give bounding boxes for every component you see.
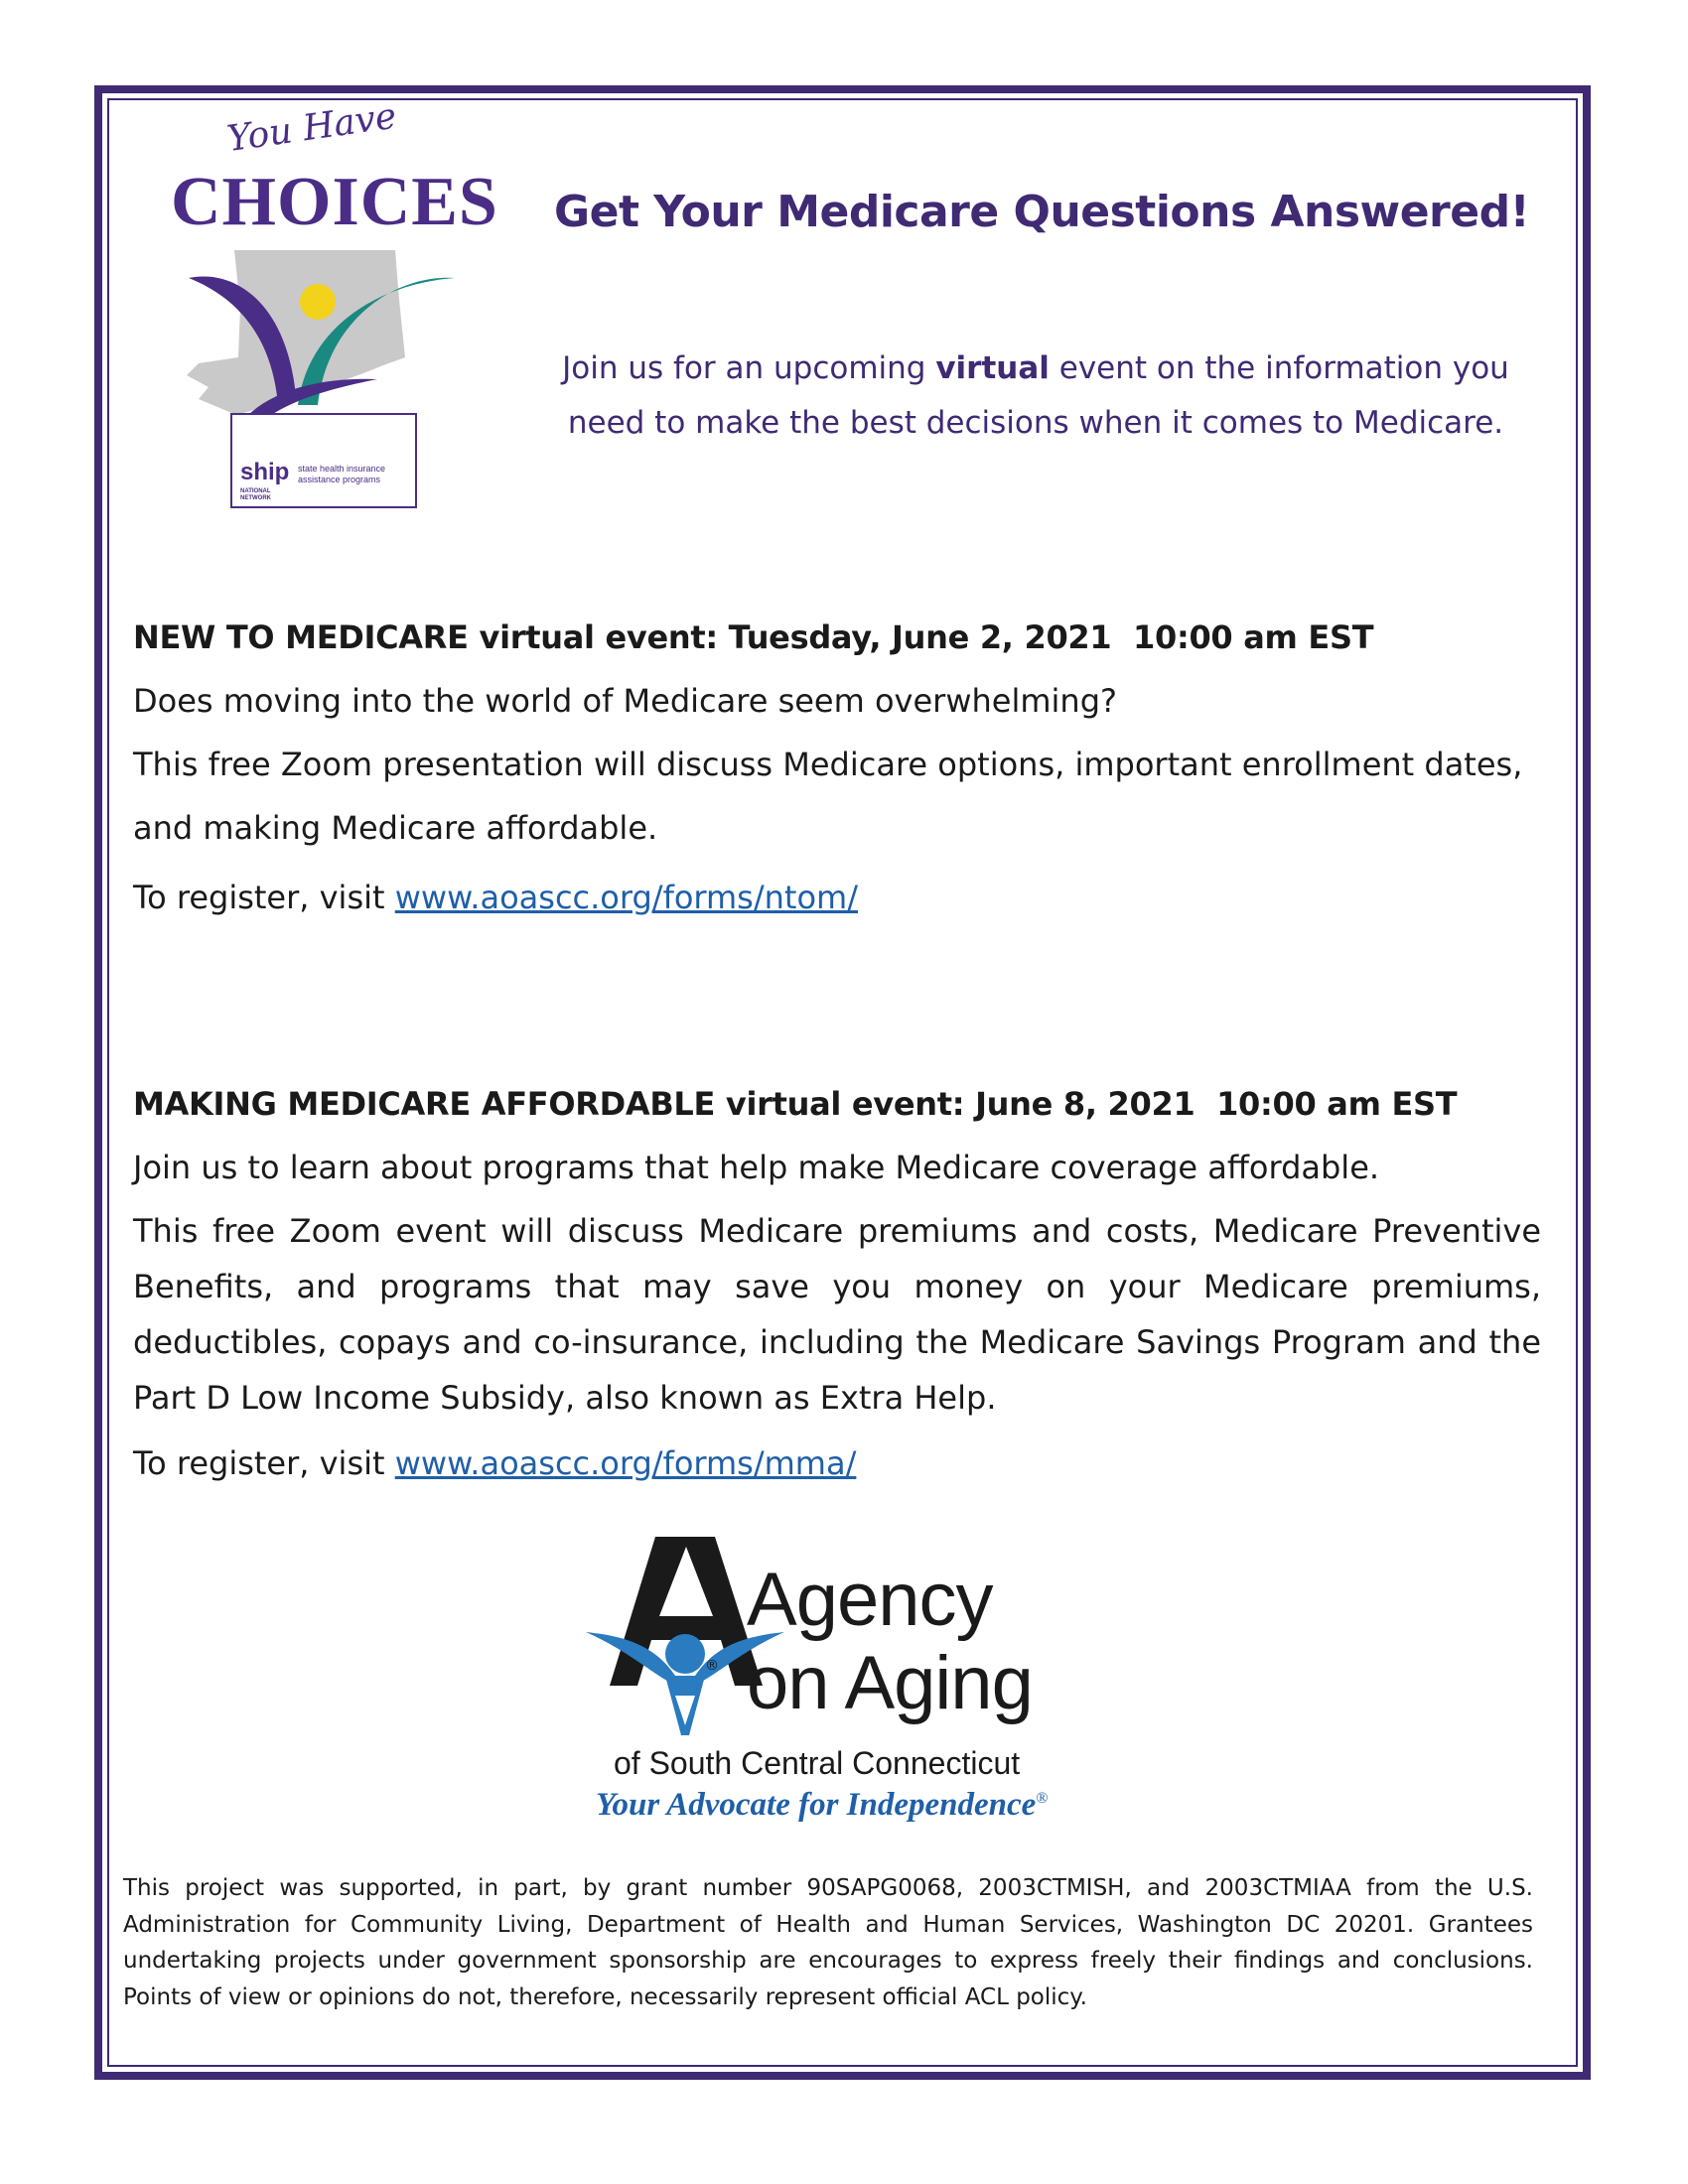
ship-network-badge xyxy=(230,413,417,508)
register-label: To register, visit xyxy=(133,879,395,916)
logo-title: CHOICES xyxy=(171,164,498,240)
blue-figure-body xyxy=(665,1676,705,1735)
register-line xyxy=(133,866,1553,929)
ship-network-line-1: NATIONAL xyxy=(240,488,271,494)
ship-subtitle-line-1: state health insurance xyxy=(298,464,386,474)
ship-network-line-2: NETWORK xyxy=(240,495,271,501)
grant-disclaimer: This project was supported, in part, by grant number 90SAPG0068, 2003CTMISH, and 2003CTMIAA from the U.S. Administration for Community Living, Department of Health and Human Services, Washington DC 20201. Grantees undertaking projects under government sponsorship are encourages to express freely their findings and conclusions. Points of view or opinions do not, therefore, necessarily represent official ACL policy. xyxy=(123,1875,1533,2010)
registered-mark: ® xyxy=(705,1658,719,1674)
agency-subtitle: of South Central Connecticut xyxy=(614,1745,1021,1781)
blue-figure-head xyxy=(665,1634,705,1674)
intro-text-bold: virtual xyxy=(935,350,1050,386)
register-link-mma[interactable]: www.aoascc.org/forms/mma/ xyxy=(394,1444,857,1482)
event-section-making-medicare-affordable xyxy=(133,1072,1553,1495)
on-aging-word: on Aging xyxy=(747,1641,1033,1725)
ship-subtitle-line-2: assistance programs xyxy=(298,475,381,484)
ship-word: ship xyxy=(240,459,290,485)
register-line xyxy=(133,1432,1553,1495)
register-label: To register, visit xyxy=(133,1444,395,1482)
intro-text-before: Join us for an upcoming xyxy=(562,350,936,386)
agency-word: Agency xyxy=(747,1558,993,1642)
intro-text-after: event on the information you need to make the best decisions when it comes to Medicare. xyxy=(567,350,1509,441)
agency-tagline-text: Your Advocate for Independence xyxy=(596,1787,1037,1823)
agency-tagline xyxy=(596,1787,1048,1824)
logo-tagline: You Have xyxy=(224,95,399,160)
choices-logo-art xyxy=(179,248,467,417)
event-heading: NEW TO MEDICARE virtual event: Tuesday, June 2, 2021 10:00 am EST xyxy=(133,618,1374,656)
register-link-ntom[interactable]: www.aoascc.org/forms/ntom/ xyxy=(394,879,858,916)
event-description-line-2: This free Zoom event will discuss Medicare premiums and costs, Medicare Preventive Benefits, and programs that may save you money on your Medicare premiums, deductibles, copays and co-insurance, including the Medicare Savings Program and the Part D Low Income Subsidy, also known as Extra Help. xyxy=(133,1212,1541,1417)
event-description-line-2: This free Zoom presentation will discuss Medicare options, important enrollment dates, and making Medicare affordable. xyxy=(133,746,1523,847)
ship-network-label xyxy=(240,488,271,502)
intro-paragraph xyxy=(544,341,1527,451)
ship-subtitle xyxy=(298,464,385,485)
sun-circle xyxy=(300,284,336,320)
page-title: Get Your Medicare Questions Answered! xyxy=(554,187,1530,237)
event-section-new-to-medicare xyxy=(133,606,1553,929)
event-heading: MAKING MEDICARE AFFORDABLE virtual event: June 8, 2021 10:00 am EST xyxy=(133,1085,1458,1123)
agency-tagline-registered: ® xyxy=(1036,1790,1049,1807)
event-description-line-1: Does moving into the world of Medicare seem overwhelming? xyxy=(133,682,1117,720)
event-description-line-1: Join us to learn about programs that help make Medicare coverage affordable. xyxy=(133,1149,1380,1186)
